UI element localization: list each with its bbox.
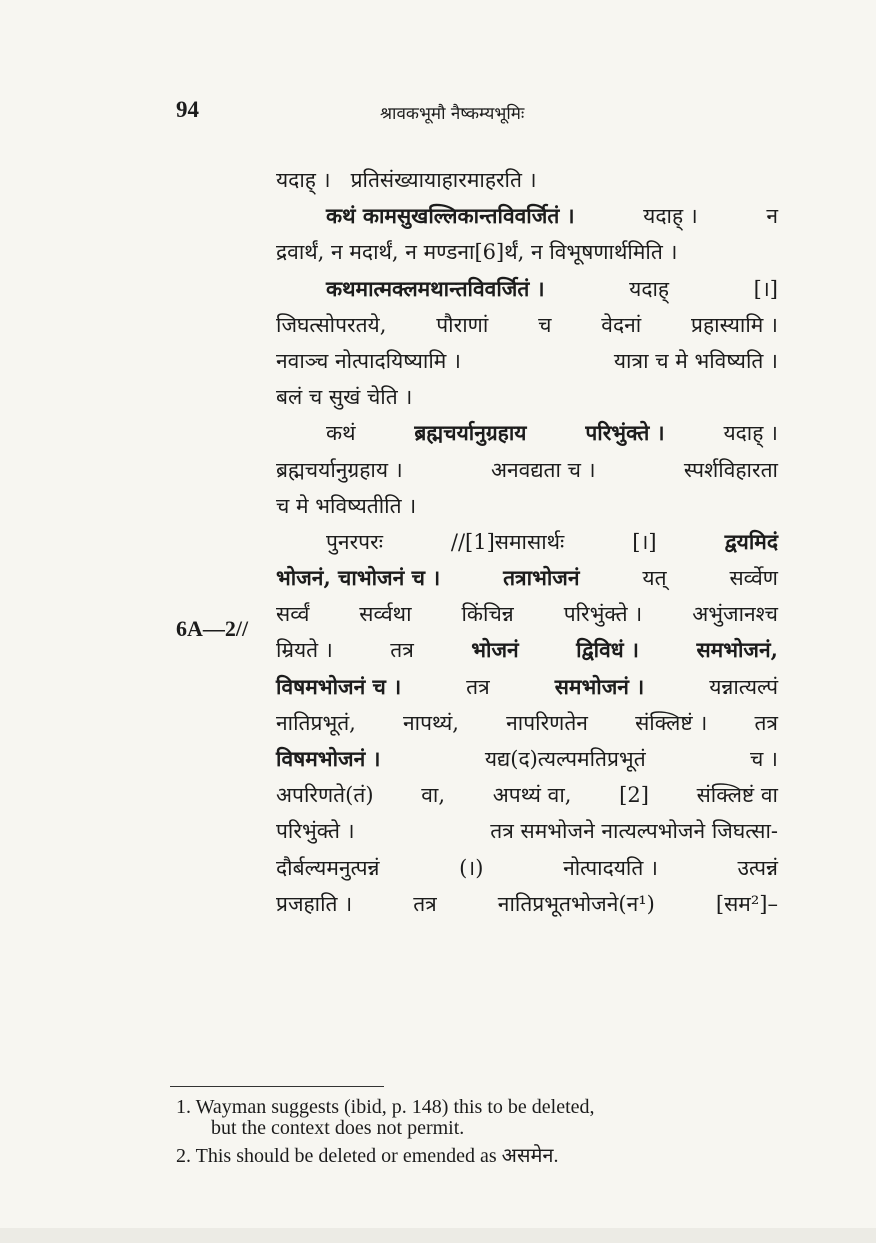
text-line: प्रजहाति । तत्र नातिप्रभूतभोजने(न¹) [सम²]– bbox=[276, 891, 778, 916]
text-line: अपरिणते(तं) वा, अपथ्यं वा, [2] संक्लिष्टं वा bbox=[276, 783, 778, 808]
main-text bbox=[276, 162, 778, 922]
footnote-divider bbox=[170, 1086, 384, 1087]
text-line: पुनरपरः //[1]समासार्थः [।] द्वयमिदं bbox=[326, 528, 778, 554]
text-line: म्रियते । तत्र भोजनं द्विविधं । समभोजनं, bbox=[276, 637, 778, 663]
footnote-1: 1. Wayman suggests (ibid, p. 148) this to be deleted, but the context does not permit. bbox=[176, 1096, 595, 1139]
text-line: यदाह् । प्रतिसंख्यायाहारमाहरति । bbox=[276, 168, 537, 192]
text-line: विषमभोजनं च । तत्र समभोजनं । यन्नात्यल्पं bbox=[276, 673, 778, 699]
footnotes bbox=[176, 1097, 780, 1174]
text-line: कथं कामसुखल्लिकान्तविवर्जितं । यदाह् । न bbox=[326, 203, 778, 229]
text-line: कथं ब्रह्मचर्यानुग्रहाय परिभुंक्ते । यदाह् । bbox=[326, 420, 778, 446]
running-head: श्रावकभूमौ नैष्कम्यभूमिः bbox=[380, 104, 525, 124]
text-line: दौर्बल्यमनुत्पन्नं (।) नोत्पादयति । उत्पन्नं bbox=[276, 855, 778, 880]
margin-reference: 6A—2// bbox=[176, 616, 249, 641]
text-line: परिभुंक्ते । तत्र समभोजने नात्यल्पभोजने जिघत्सा- bbox=[276, 819, 778, 844]
text-line: जिघत्सोपरतये, पौराणां च वेदनां प्रहास्यामि । bbox=[276, 312, 778, 337]
text-line: भोजनं, चाभोजनं च । तत्राभोजनं यत् सर्व्वेण bbox=[276, 565, 778, 591]
text-line: विषमभोजनं । यद्य(द)त्यल्पमतिप्रभूतं च । bbox=[276, 746, 778, 771]
text-line: कथमात्मक्लमथान्तविवर्जितं । यदाह् [।] bbox=[326, 275, 778, 301]
text-line: नातिप्रभूतं, नापथ्यं, नापरिणतेन संक्लिष्टं । तत्र bbox=[276, 710, 778, 735]
page-number: 94 bbox=[176, 97, 199, 122]
footnote-2: 2. This should be deleted or emended as असमेन. bbox=[176, 1145, 559, 1167]
text-line: द्रवार्थं, न मदार्थं, न मण्डना[6]र्थं, न विभूषणार्थमिति । bbox=[276, 240, 678, 265]
text-line: ब्रह्मचर्यानुग्रहाय । अनवद्यता च । स्पर्शविहारता bbox=[276, 457, 778, 482]
text-line: बलं च सुखं चेति । bbox=[276, 385, 413, 410]
page-bottom-edge bbox=[0, 1228, 876, 1243]
text-line: नवाञ्च नोत्पादयिष्यामि । यात्रा च मे भविष्यति । bbox=[276, 348, 778, 373]
text-line: च मे भविष्यतीति । bbox=[276, 493, 417, 518]
text-line: सर्व्वं सर्व्वथा किंचिन्न परिभुंक्ते । अभुंजानश्च bbox=[276, 602, 778, 627]
